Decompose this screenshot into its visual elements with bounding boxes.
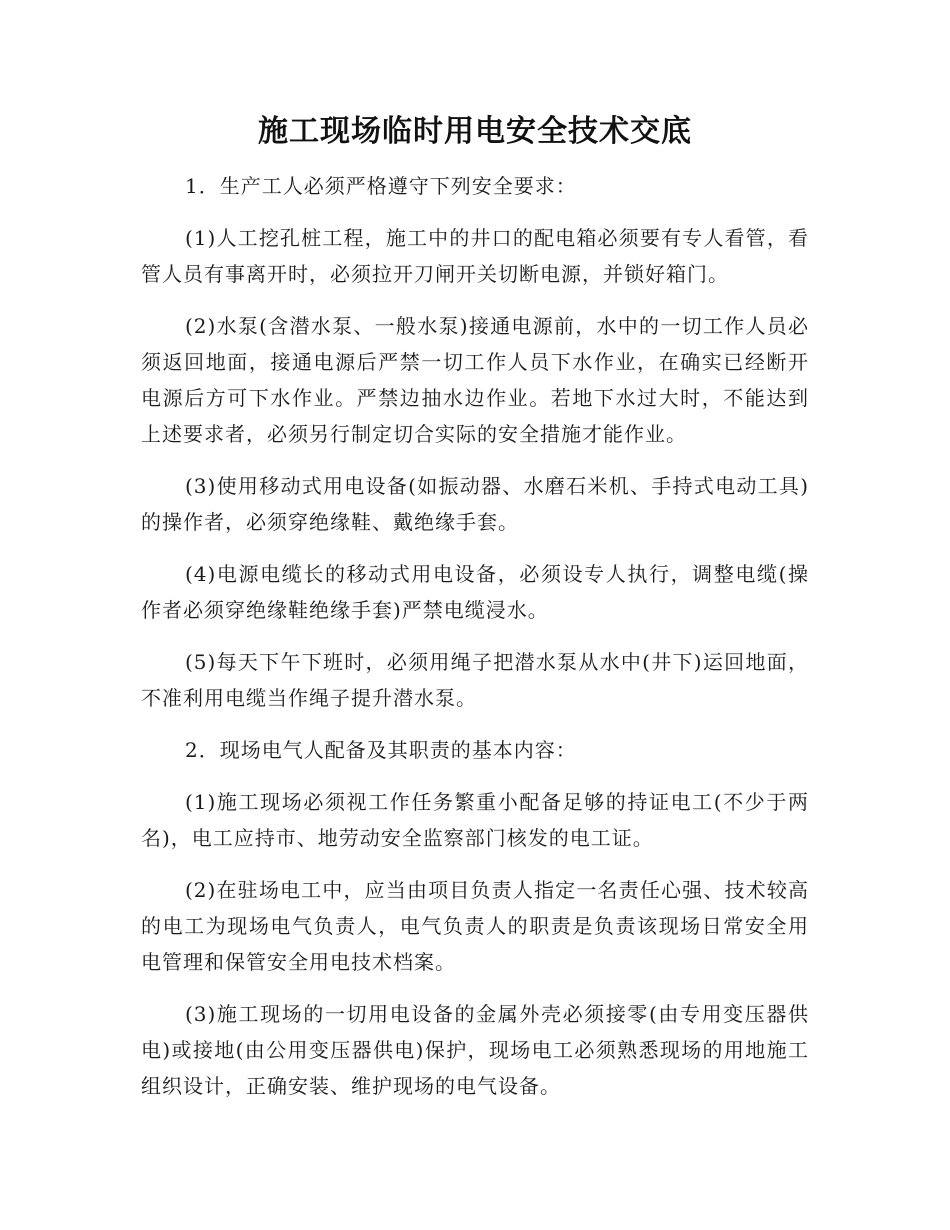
paragraph-item-1-5: (5)每天下午下班时，必须用绳子把潜水泵从水中(井下)运回地面，不准利用电缆当作绳子提升潜水泵。 <box>141 650 809 710</box>
document-body <box>141 168 809 1120</box>
paragraph-section-2-heading: 2．现场电气人配备及其职责的基本内容： <box>185 738 577 762</box>
paragraph-item-2-3: (3)施工现场的一切用电设备的金属外壳必须接零(由专用变压器供电)或接地(由公用变压器供电)保护，现场电工必须熟悉现场的用地施工组织设计，正确安装、维护现场的电气设备。 <box>141 1002 809 1098</box>
document-title: 施工现场临时用电安全技术交底 <box>258 114 692 149</box>
paragraph-item-2-2: (2)在驻场电工中，应当由项目负责人指定一名责任心强、技术较高的电工为现场电气负责人，电气负责人的职责是负责该现场日常安全用电管理和保管安全用电技术档案。 <box>141 878 809 974</box>
paragraph-item-1-4: (4)电源电缆长的移动式用电设备，必须设专人执行，调整电缆(操作者必须穿绝缘鞋绝缘手套)严禁电缆浸水。 <box>141 562 809 622</box>
paragraph-item-2-1: (1)施工现场必须视工作任务繁重小配备足够的持证电工(不少于两名)，电工应持市、地劳动安全监察部门核发的电工证。 <box>141 790 809 850</box>
paragraph-section-1-heading: 1．生产工人必须严格遵守下列安全要求： <box>185 174 577 198</box>
paragraph-item-1-2: (2)水泵(含潜水泵、一般水泵)接通电源前，水中的一切工作人员必须返回地面，接通电源后严禁一切工作人员下水作业，在确实已经断开电源后方可下水作业。严禁边抽水边作业。若地下水过大时，不能达到上述要求者，必须另行制定切合实际的安全措施才能作业。 <box>141 314 809 446</box>
paragraph-item-1-1: (1)人工挖孔桩工程，施工中的井口的配电箱必须要有专人看管，看管人员有事离开时，必须拉开刀闸开关切断电源，并锁好箱门。 <box>141 226 809 286</box>
paragraph-item-1-3: (3)使用移动式用电设备(如振动器、水磨石米机、手持式电动工具)的操作者，必须穿绝缘鞋、戴绝缘手套。 <box>141 474 809 534</box>
